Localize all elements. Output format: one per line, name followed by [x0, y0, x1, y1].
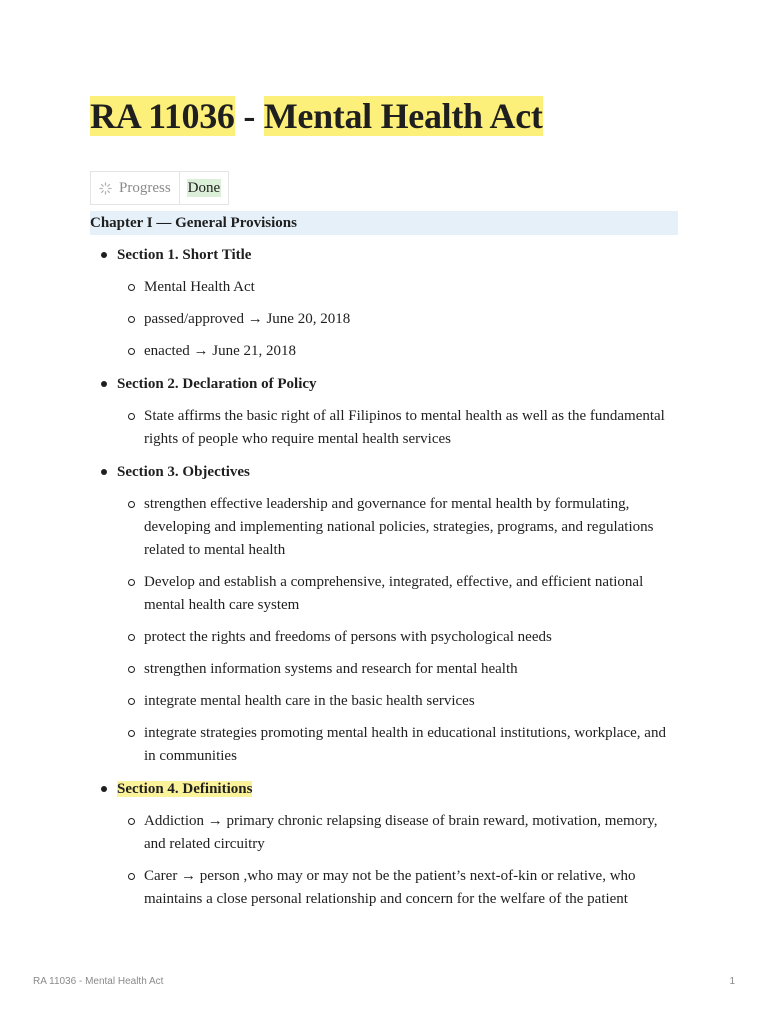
list-item: strengthen effective leadership and governance for mental health by formulating, developing and implementing national policies, strategies, programs, and regulations related to mental health — [90, 493, 678, 562]
spinner-icon — [99, 182, 112, 195]
chapter-heading: Chapter I — General Provisions — [90, 211, 678, 235]
list-item: integrate mental health care in the basic health services — [90, 690, 678, 713]
page-title — [90, 94, 543, 138]
title-part-2: Mental Health Act — [263, 96, 543, 136]
list-item: Addiction → primary chronic relapsing disease of brain reward, motivation, memory, and related circuitry — [90, 810, 678, 856]
list-item: Carer → person ,who may or may not be the patient’s next-of-kin or relative, who maintains a close personal relationship and concern for the welfare of the patient — [90, 865, 678, 911]
list-item: Develop and establish a comprehensive, integrated, effective, and efficient national mental health care system — [90, 571, 678, 617]
title-separator: - — [234, 96, 264, 136]
section-heading — [90, 460, 678, 484]
property-key — [91, 172, 180, 204]
page-number: 1 — [729, 976, 735, 987]
section-heading-text: Section 4. Definitions — [117, 781, 253, 797]
list-item: passed/approved → June 20, 2018 — [90, 308, 678, 331]
section-heading-text: Section 1. Short Title — [117, 247, 252, 263]
page-footer — [33, 976, 735, 987]
section-heading — [90, 372, 678, 396]
list-item: Mental Health Act — [90, 276, 678, 299]
section-heading — [90, 777, 678, 801]
section-heading-text: Section 3. Objectives — [117, 464, 250, 480]
property-value[interactable] — [180, 172, 229, 204]
title-part-1: RA 11036 — [90, 96, 235, 136]
footer-title: RA 11036 - Mental Health Act — [33, 976, 164, 987]
list-item: State affirms the basic right of all Filipinos to mental health as well as the fundamental rights of people who require mental health services — [90, 405, 678, 451]
list-item: integrate strategies promoting mental health in educational institutions, workplace, and in communities — [90, 722, 678, 768]
progress-property[interactable] — [90, 171, 229, 205]
property-key-label: Progress — [119, 180, 171, 196]
list-item: enacted → June 21, 2018 — [90, 340, 678, 363]
section-heading — [90, 243, 678, 267]
section-heading-text: Section 2. Declaration of Policy — [117, 376, 317, 392]
status-badge: Done — [187, 180, 221, 196]
list-item: strengthen information systems and research for mental health — [90, 658, 678, 681]
list-item: protect the rights and freedoms of persons with psychological needs — [90, 626, 678, 649]
section-list — [90, 243, 678, 920]
